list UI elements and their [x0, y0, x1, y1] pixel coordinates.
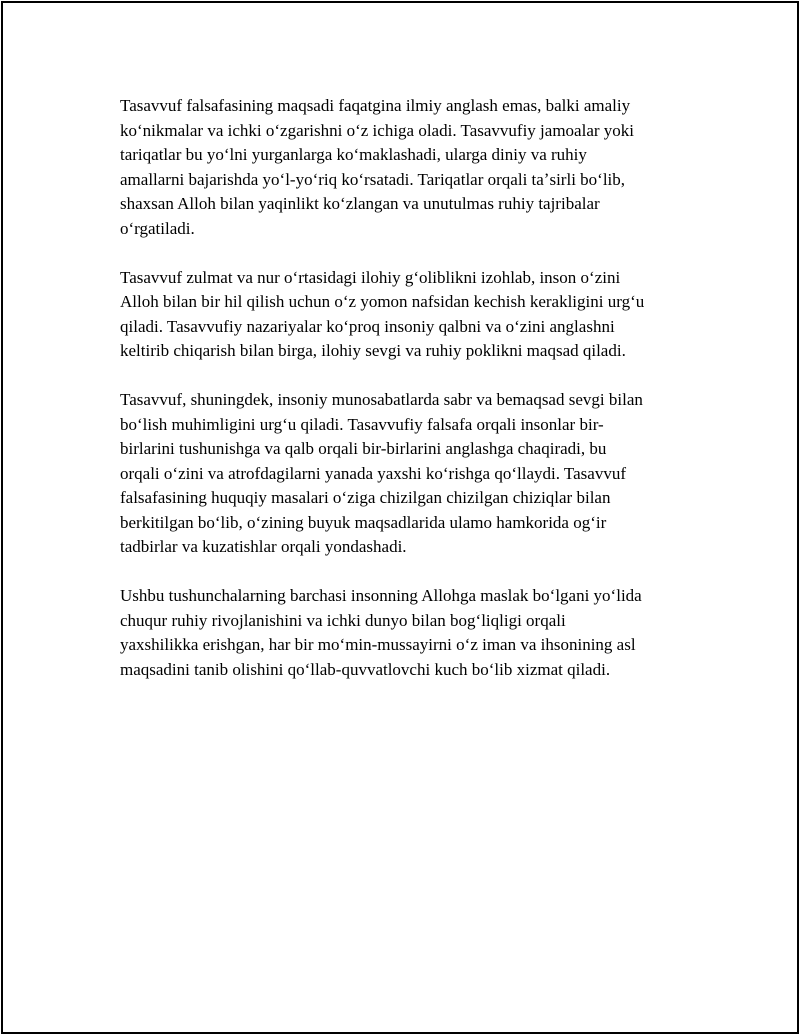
text-line: Ushbu tushunchalarning barchasi insonning Allohga maslak boʻlgani yoʻlida	[120, 586, 642, 605]
text-line: tadbirlar va kuzatishlar orqali yondashadi.	[120, 537, 407, 556]
text-line: Tasavvuf falsafasining maqsadi faqatgina ilmiy anglash emas, balki amaliy	[120, 96, 631, 115]
text-line: amallarni bajarishda yoʻl-yoʻriq koʻrsatadi. Tariqatlar orqali taʼsirli boʻlib,	[120, 169, 626, 189]
text-line: Alloh bilan bir hil qilish uchun oʻz yomon nafsidan kechish kerakligini urgʻu	[120, 292, 645, 311]
text-line: birlarini tushunishga va qalb orqali bir-birlarini anglashga chaqiradi, bu	[120, 439, 607, 458]
text-line: Tasavvuf, shuningdek, insoniy munosabatlarda sabr va bemaqsad sevgi bilan	[120, 390, 643, 409]
text-line: oʻrgatiladi.	[120, 218, 195, 238]
page-frame	[1, 1, 799, 1034]
paragraph-2	[120, 266, 694, 364]
paragraph-3	[120, 388, 694, 560]
text-line: chuqur ruhiy rivojlanishini va ichki dunyo bilan bogʻliqligi orqali	[120, 610, 566, 630]
paragraph-4	[120, 584, 694, 682]
text-line: yaxshilikka erishgan, har bir moʻmin-mussayirni oʻz iman va ihsonining asl	[120, 635, 636, 654]
text-line: boʻlish muhimligini urgʻu qiladi. Tasavvufiy falsafa orqali insonlar bir-	[120, 414, 604, 434]
text-line: falsafasining huquqiy masalari oʻziga chizilgan chizilgan chiziqlar bilan	[120, 488, 611, 507]
paragraph-1	[120, 94, 694, 241]
text-line: keltirib chiqarish bilan birga, ilohiy sevgi va ruhiy poklikni maqsad qiladi.	[120, 341, 626, 360]
text-line: tariqatlar bu yoʻlni yurganlarga koʻmaklashadi, ularga diniy va ruhiy	[120, 145, 587, 164]
text-line: maqsadini tanib olishini qoʻllab-quvvatlovchi kuch boʻlib xizmat qiladi.	[120, 659, 611, 679]
text-line: koʻnikmalar va ichki oʻzgarishni oʻz ichiga oladi. Tasavvufiy jamoalar yoki	[120, 120, 635, 140]
text-line: qiladi. Tasavvufiy nazariyalar koʻproq insoniy qalbni va oʻzini anglashni	[120, 316, 615, 336]
document-body	[120, 94, 694, 707]
text-line: berkitilgan boʻlib, oʻzining buyuk maqsadlarida ulamo hamkorida ogʻir	[120, 512, 607, 532]
text-line: Tasavvuf zulmat va nur oʻrtasidagi ilohiy gʻoliblikni izohlab, inson oʻzini	[120, 267, 621, 287]
text-line: shaxsan Alloh bilan yaqinlikt koʻzlangan va unutulmas ruhiy tajribalar	[120, 194, 600, 213]
text-line: orqali oʻzini va atrofdagilarni yanada yaxshi koʻrishga qoʻllaydi. Tasavvuf	[120, 463, 626, 483]
